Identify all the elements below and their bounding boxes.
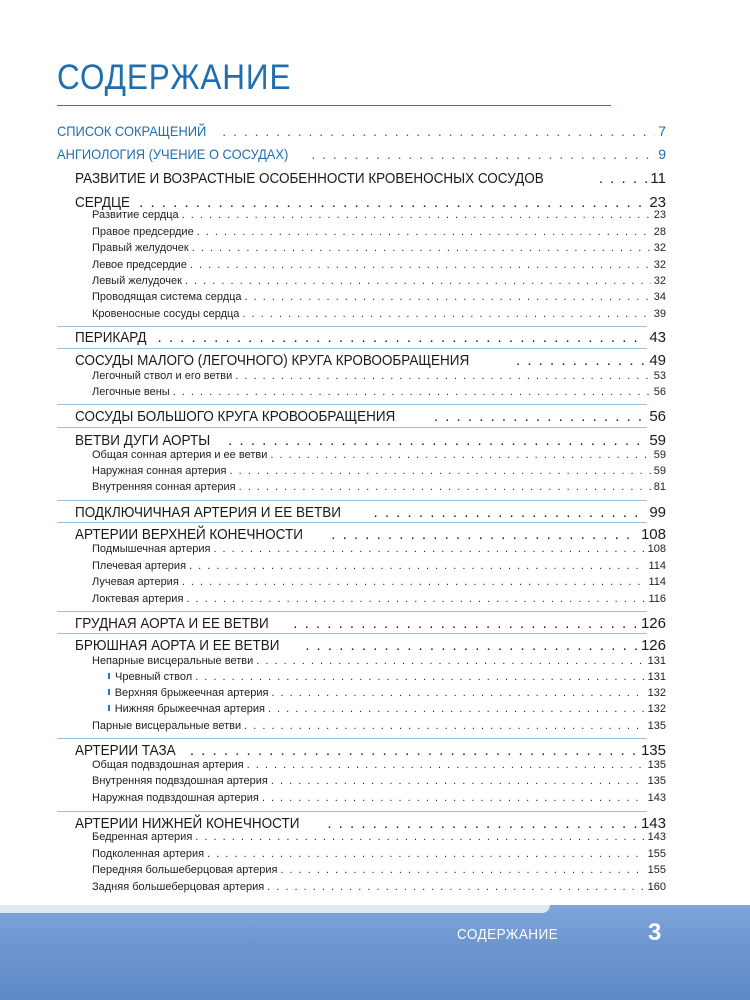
toc-entry[interactable] (92, 260, 666, 271)
toc-entry-title: АРТЕРИИ ВЕРХНЕЙ КОНЕЧНОСТИ (75, 526, 303, 543)
toc-entry-title: АРТЕРИИ ТАЗА (75, 742, 176, 759)
toc-entry-page: 160 (647, 881, 666, 893)
toc-entry-title: АРТЕРИИ НИЖНЕЙ КОНЕЧНОСТИ (75, 815, 300, 832)
toc-entry[interactable] (75, 743, 666, 758)
dot-leader (311, 147, 655, 161)
toc-entry-title: Проводящая система сердца (92, 291, 242, 303)
toc-entry-title: Легочный ствол и его ветви (92, 370, 233, 382)
dot-leader (182, 577, 646, 588)
toc-entry-title: БРЮШНАЯ АОРТА И ЕЕ ВЕТВИ (75, 637, 280, 654)
bullet-icon (108, 705, 110, 711)
toc-entry-page: 59 (649, 432, 666, 449)
toc-entry-page: 81 (653, 481, 666, 493)
toc-entry[interactable] (92, 482, 666, 493)
toc-entry-title: Наружная подвздошная артерия (92, 792, 259, 804)
toc-entry-page: 135 (647, 759, 666, 771)
toc-entry-page: 114 (648, 576, 666, 588)
toc-entry[interactable] (92, 243, 666, 254)
page-number: 3 (648, 919, 662, 946)
toc-entry-title: АНГИОЛОГИЯ (УЧЕНИЕ О СОСУДАХ) (57, 146, 289, 162)
toc-entry-title: Бедренная артерия (92, 831, 193, 843)
dot-leader (267, 882, 644, 893)
toc-entry-page: 143 (647, 792, 666, 804)
toc-entry-page: 155 (647, 864, 666, 876)
section-divider (57, 738, 647, 739)
dot-leader (331, 527, 638, 542)
toc-entry-title: Правый желудочек (92, 242, 189, 254)
dot-leader (185, 276, 651, 287)
toc-entry-title: Нижняя брыжеечная артерия (114, 703, 265, 715)
toc-entry-page: 116 (648, 593, 666, 605)
toc-entry-page: 108 (647, 543, 666, 555)
dot-leader (190, 743, 638, 758)
toc-entry[interactable] (92, 466, 666, 477)
toc-entry-title: Непарные висцеральные ветви (92, 655, 254, 667)
toc-entry[interactable] (92, 210, 666, 221)
toc-entry[interactable] (92, 577, 666, 588)
footer-tab (0, 905, 550, 913)
toc-entry-title: Развитие сердца (92, 209, 179, 221)
dot-leader (280, 865, 644, 876)
dot-leader (270, 450, 650, 461)
toc-entry-page: 11 (650, 170, 666, 187)
toc-entry[interactable] (75, 638, 666, 653)
toc-entry-title: Наружная сонная артерия (92, 465, 227, 477)
section-divider (57, 522, 647, 523)
section-divider (57, 326, 647, 327)
toc-entry-page: 34 (653, 291, 666, 303)
toc-entry[interactable] (108, 704, 666, 715)
dot-leader (195, 672, 644, 683)
dot-leader (182, 210, 651, 221)
toc-entry-page: 135 (647, 775, 666, 787)
dot-leader (222, 124, 655, 138)
toc-entry-page: 108 (640, 526, 666, 543)
toc-entry-page: 131 (647, 655, 666, 667)
dot-leader (189, 561, 645, 572)
dot-leader (247, 760, 645, 771)
dot-leader (242, 309, 650, 320)
toc-entry-page: 32 (653, 275, 666, 287)
toc-entry-title: СПИСОК СОКРАЩЕНИЙ (57, 123, 207, 139)
dot-leader (228, 433, 646, 448)
toc-entry-title: Общая подвздошная артерия (92, 759, 244, 771)
dot-leader (262, 793, 645, 804)
toc-entry[interactable] (92, 793, 666, 804)
toc-entry-page: 9 (658, 146, 666, 162)
toc-entry[interactable] (75, 527, 666, 542)
toc-entry-page: 126 (640, 637, 666, 654)
dot-leader (374, 505, 647, 520)
toc-entry-page: 49 (649, 352, 666, 369)
toc-entry[interactable] (75, 195, 666, 210)
section-divider (57, 811, 647, 812)
toc-entry[interactable] (92, 760, 666, 771)
toc-entry[interactable] (75, 616, 666, 631)
dot-leader (139, 195, 646, 210)
toc-entry[interactable] (75, 353, 666, 368)
toc-entry[interactable] (75, 409, 666, 424)
dot-leader (245, 292, 651, 303)
dot-leader (190, 260, 651, 271)
toc-entry[interactable] (75, 171, 666, 186)
toc-entry-title: Правое предсердие (92, 226, 194, 238)
dot-leader (186, 594, 645, 605)
toc-entry[interactable] (92, 849, 666, 860)
toc-entry-page: 39 (653, 308, 666, 320)
toc-entry-page: 143 (647, 831, 666, 843)
dot-leader (213, 544, 644, 555)
toc-entry[interactable] (92, 292, 666, 303)
toc-entry[interactable] (92, 776, 666, 787)
dot-leader (268, 704, 645, 715)
toc-entry-title: ПЕРИКАРД (75, 329, 147, 346)
dot-leader (516, 353, 646, 368)
toc-entry-title: РАЗВИТИЕ И ВОЗРАСТНЫЕ ОСОБЕННОСТИ КРОВЕНОСНЫХ СОСУДОВ (75, 170, 544, 187)
toc-entry-title: СОСУДЫ БОЛЬШОГО КРУГА КРОВООБРАЩЕНИЯ (75, 408, 396, 425)
toc-entry-page: 131 (647, 671, 666, 683)
toc-entry[interactable] (57, 147, 666, 161)
toc-entry-page: 135 (647, 720, 666, 732)
toc-entry[interactable] (92, 450, 666, 461)
dot-leader (305, 638, 638, 653)
toc-entry[interactable] (92, 832, 666, 843)
toc-entry[interactable] (92, 721, 666, 732)
dot-leader (434, 409, 646, 424)
toc-entry-title: Плечевая артерия (92, 560, 187, 572)
toc-entry-page: 99 (649, 504, 666, 521)
toc-entry-title: Верхняя брыжеечная артерия (114, 687, 269, 699)
section-divider (57, 611, 647, 612)
toc-entry-title: Лучевая артерия (92, 576, 179, 588)
dot-leader (293, 616, 638, 631)
dot-leader (271, 776, 645, 787)
toc-entry-title: ПОДКЛЮЧИЧНАЯ АРТЕРИЯ И ЕЕ ВЕТВИ (75, 504, 341, 521)
section-divider (57, 500, 647, 501)
toc-entry-page: 32 (653, 259, 666, 271)
toc-entry-page: 23 (653, 209, 666, 221)
toc-entry[interactable] (92, 544, 666, 555)
toc-entry[interactable] (108, 672, 666, 683)
bullet-icon (108, 673, 110, 679)
toc-entry-title: Левое предсердие (92, 259, 187, 271)
toc-entry[interactable] (75, 330, 666, 345)
dot-leader (239, 482, 651, 493)
toc-entry[interactable] (57, 124, 666, 138)
toc-entry-page: 56 (649, 408, 666, 425)
toc-entry[interactable] (92, 594, 666, 605)
toc-entry-page: 59 (653, 449, 666, 461)
toc-entry-title: Локтевая артерия (92, 593, 184, 605)
bullet-icon (108, 689, 110, 695)
toc-entry-page: 28 (653, 226, 666, 238)
dot-leader (244, 721, 645, 732)
toc-entry-title: СОСУДЫ МАЛОГО (ЛЕГОЧНОГО) КРУГА КРОВООБРАЩЕНИЯ (75, 352, 470, 369)
toc-entry-page: 135 (640, 742, 666, 759)
toc-entry[interactable] (92, 387, 666, 398)
toc-entry[interactable] (92, 309, 666, 320)
toc-entry-title: ВЕТВИ ДУГИ АОРТЫ (75, 432, 211, 449)
toc-entry-page: 114 (648, 560, 666, 572)
toc-entry-page: 126 (640, 615, 666, 632)
toc-entry-title: ГРУДНАЯ АОРТА И ЕЕ ВЕТВИ (75, 615, 269, 632)
toc-entry[interactable] (92, 227, 666, 238)
dot-leader (599, 171, 648, 186)
toc-entry-page: 43 (649, 329, 666, 346)
dot-leader (197, 227, 651, 238)
toc-entry[interactable] (92, 561, 666, 572)
toc-entry-page: 56 (653, 386, 666, 398)
toc-entry-title: Левый желудочек (92, 275, 182, 287)
toc-entry-page: 59 (653, 465, 666, 477)
toc-entry-page: 32 (653, 242, 666, 254)
section-divider (57, 348, 647, 349)
section-divider (57, 633, 647, 634)
toc-entry[interactable] (108, 688, 666, 699)
toc-entry-title: Легочные вены (92, 386, 170, 398)
toc-entry[interactable] (75, 816, 666, 831)
dot-leader (327, 816, 638, 831)
toc-entry-title: Задняя большеберцовая артерия (92, 881, 265, 893)
toc-entry[interactable] (92, 865, 666, 876)
toc-entry[interactable] (92, 276, 666, 287)
footer-label: СОДЕРЖАНИЕ (457, 926, 559, 943)
toc-entry[interactable] (92, 656, 666, 667)
dot-leader (230, 466, 651, 477)
toc-entry-page: 155 (647, 848, 666, 860)
toc-entry-title: Подколенная артерия (92, 848, 205, 860)
dot-leader (256, 656, 644, 667)
dot-leader (157, 330, 646, 345)
dot-leader (192, 243, 651, 254)
toc-entry[interactable] (92, 882, 666, 893)
toc-entry-title: Парные висцеральные ветви (92, 720, 242, 732)
toc-entry-title: Передняя большеберцовая артерия (92, 864, 278, 876)
dot-leader (173, 387, 651, 398)
toc-entry-title: Внутренняя сонная артерия (92, 481, 236, 493)
toc-entry-title: Общая сонная артерия и ее ветви (92, 449, 268, 461)
toc-entry-page: 53 (653, 370, 666, 382)
toc-entry-page: 132 (647, 687, 666, 699)
dot-leader (195, 832, 644, 843)
toc-entry[interactable] (75, 505, 666, 520)
section-divider (57, 404, 647, 405)
toc-entry[interactable] (92, 371, 666, 382)
toc-entry-title: Подмышечная артерия (92, 543, 211, 555)
toc-entry-page: 7 (658, 123, 666, 139)
section-divider (57, 427, 647, 428)
toc-entry-page: 132 (647, 703, 666, 715)
toc-entry-title: СЕРДЦЕ (75, 194, 130, 211)
footer-band (0, 905, 750, 1000)
toc-entry[interactable] (75, 433, 666, 448)
toc-entry-title: Внутренняя подвздошная артерия (92, 775, 268, 787)
dot-leader (207, 849, 645, 860)
toc-entry-title: Чревный ствол (115, 671, 193, 683)
dot-leader (235, 371, 650, 382)
page-title: СОДЕРЖАНИЕ (57, 58, 292, 97)
toc-entry-page: 143 (640, 815, 666, 832)
toc-entry-title: Кровеносные сосуды сердца (92, 308, 240, 320)
dot-leader (271, 688, 644, 699)
toc-entry-page: 23 (649, 194, 666, 211)
